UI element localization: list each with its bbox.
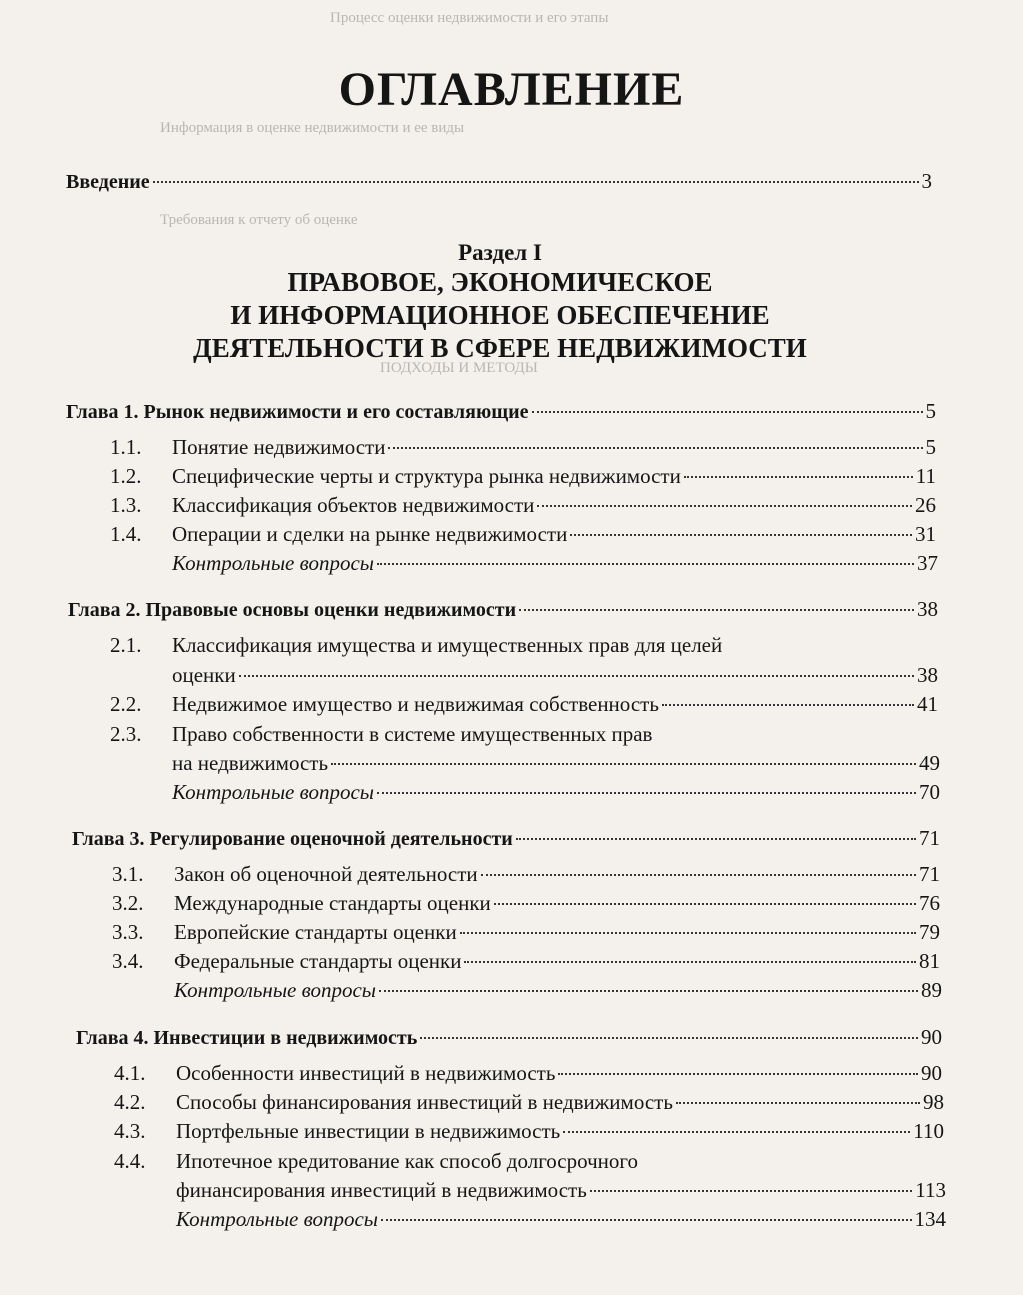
leader-dots — [460, 932, 916, 934]
bleed-through-text: Требования к отчету об оценке — [160, 212, 358, 228]
section-title: Способы финансирования инвестиций в недвижимость — [176, 1090, 673, 1114]
section-title: Понятие недвижимости — [172, 435, 386, 459]
page-number: 113 — [915, 1178, 946, 1202]
section-title: Портфельные инвестиции в недвижимость — [176, 1119, 561, 1143]
page-number: 38 — [917, 663, 938, 687]
leader-dots — [153, 181, 919, 183]
leader-dots — [377, 792, 916, 794]
section-number: 4.1. — [114, 1061, 146, 1085]
page-number: 71 — [919, 862, 940, 886]
part-label: Раздел I — [458, 240, 542, 265]
leader-dots — [676, 1102, 920, 1104]
questions-row[interactable] — [176, 1206, 946, 1232]
section-row[interactable] — [110, 492, 936, 518]
chapter-title: Глава 3. Регулирование оценочной деятельности — [72, 828, 513, 850]
section-title: Право собственности в системе имущественных прав — [172, 722, 653, 746]
section-row[interactable] — [110, 521, 936, 547]
questions-label: Контрольные вопросы — [176, 1207, 379, 1231]
page-number: 41 — [917, 692, 938, 716]
page-number: 89 — [921, 978, 942, 1002]
page-number: 76 — [919, 891, 940, 915]
page-number: 81 — [919, 949, 940, 973]
section-row[interactable] — [114, 1089, 944, 1115]
leader-dots — [420, 1037, 918, 1039]
page-number: 11 — [915, 464, 936, 488]
page-number: 49 — [919, 751, 940, 775]
leader-dots — [662, 704, 914, 706]
section-number: 2.3. — [110, 722, 142, 746]
part-title-line: ДЕЯТЕЛЬНОСТИ В СФЕРЕ НЕДВИЖИМОСТИ — [193, 333, 807, 363]
section-title: Специфические черты и структура рынка недвижимости — [172, 464, 681, 488]
page-number: 90 — [921, 1061, 942, 1085]
bleed-through-text: ПОДХОДЫ И МЕТОДЫ — [380, 360, 538, 376]
intro-label: Введение — [66, 171, 150, 193]
part-title-line: И ИНФОРМАЦИОННОЕ ОБЕСПЕЧЕНИЕ — [230, 300, 770, 330]
chapter-row[interactable] — [66, 398, 936, 425]
section-number: 1.1. — [110, 435, 142, 459]
section-title: Международные стандарты оценки — [174, 891, 491, 915]
page-number: 37 — [917, 551, 938, 575]
leader-dots — [563, 1131, 910, 1133]
section-row[interactable] — [112, 948, 940, 974]
leader-dots — [481, 874, 916, 876]
page-number: 5 — [925, 435, 936, 459]
leader-dots — [379, 990, 918, 992]
page-title: ОГЛАВЛЕНИЕ — [338, 63, 685, 116]
section-number: 2.2. — [110, 692, 142, 716]
section-number: 3.2. — [112, 891, 144, 915]
chapter-title: Глава 4. Инвестиции в недвижимость — [76, 1027, 418, 1049]
section-row[interactable] — [112, 890, 940, 916]
section-number: 3.1. — [112, 862, 144, 886]
section-number: 4.4. — [114, 1149, 146, 1173]
questions-row[interactable] — [172, 779, 940, 805]
leader-dots — [239, 675, 914, 677]
section-row[interactable] — [172, 750, 940, 776]
section-title: Ипотечное кредитование как способ долгосрочного — [176, 1149, 638, 1173]
leader-dots — [377, 563, 914, 565]
leader-dots — [519, 609, 914, 611]
page-number: 3 — [921, 169, 932, 193]
section-row[interactable] — [110, 463, 936, 489]
section-number: 4.2. — [114, 1090, 146, 1114]
section-title: оценки — [172, 663, 236, 687]
section-row[interactable] — [114, 1060, 942, 1086]
questions-label: Контрольные вопросы — [172, 780, 375, 804]
section-row[interactable] — [172, 662, 938, 688]
leader-dots — [381, 1219, 911, 1221]
section-number: 1.3. — [110, 493, 142, 517]
section-row-first-line[interactable] — [110, 632, 722, 658]
section-title: Недвижимое имущество и недвижимая собственность — [172, 692, 659, 716]
leader-dots — [516, 838, 916, 840]
leader-dots — [331, 763, 916, 765]
leader-dots — [494, 903, 916, 905]
bleed-through-text: Процесс оценки недвижимости и его этапы — [330, 10, 609, 26]
page-number: 31 — [915, 522, 936, 546]
section-row[interactable] — [110, 691, 938, 717]
page-number: 71 — [919, 826, 940, 850]
toc-intro[interactable] — [66, 168, 932, 195]
leader-dots — [388, 447, 922, 449]
bleed-through-text: Информация в оценке недвижимости и ее виды — [160, 120, 465, 136]
leader-dots — [570, 534, 912, 536]
section-row[interactable] — [112, 861, 940, 887]
section-title: Особенности инвестиций в недвижимость — [176, 1061, 556, 1085]
section-row[interactable] — [176, 1177, 946, 1203]
page-number: 79 — [919, 920, 940, 944]
chapter-row[interactable] — [72, 825, 940, 852]
section-title: Операции и сделки на рынке недвижимости — [172, 522, 568, 546]
section-title: финансирования инвестиций в недвижимость — [176, 1178, 587, 1202]
section-title: Федеральные стандарты оценки — [174, 949, 462, 973]
page-number: 5 — [925, 399, 936, 423]
part-title-line: ПРАВОВОЕ, ЭКОНОМИЧЕСКОЕ — [287, 267, 713, 297]
chapter-title: Глава 2. Правовые основы оценки недвижимости — [68, 599, 517, 621]
section-title: Классификация имущества и имущественных прав для целей — [172, 633, 723, 657]
page-number: 26 — [915, 493, 936, 517]
leader-dots — [590, 1190, 912, 1192]
page-number: 70 — [919, 780, 940, 804]
page-number: 90 — [921, 1025, 942, 1049]
section-number: 2.1. — [110, 633, 142, 657]
section-title: на недвижимость — [172, 751, 329, 775]
section-number: 1.4. — [110, 522, 142, 546]
questions-label: Контрольные вопросы — [172, 551, 375, 575]
leader-dots — [532, 411, 923, 413]
page-number: 110 — [913, 1119, 944, 1143]
section-title: Европейские стандарты оценки — [174, 920, 457, 944]
leader-dots — [464, 961, 916, 963]
chapter-title: Глава 1. Рынок недвижимости и его составляющие — [66, 401, 529, 423]
leader-dots — [558, 1073, 918, 1075]
chapter-row[interactable] — [68, 596, 938, 623]
chapter-row[interactable] — [76, 1024, 942, 1051]
questions-label: Контрольные вопросы — [174, 978, 377, 1002]
page-number: 134 — [914, 1207, 946, 1231]
section-number: 3.3. — [112, 920, 144, 944]
section-row-first-line[interactable] — [110, 721, 652, 747]
page-number: 98 — [923, 1090, 944, 1114]
section-title: Закон об оценочной деятельности — [174, 862, 478, 886]
section-row[interactable] — [110, 434, 936, 460]
questions-row[interactable] — [174, 977, 942, 1003]
leader-dots — [684, 476, 913, 478]
section-title: Классификация объектов недвижимости — [172, 493, 535, 517]
section-number: 3.4. — [112, 949, 144, 973]
section-number: 4.3. — [114, 1119, 146, 1143]
page-number: 38 — [917, 597, 938, 621]
section-row[interactable] — [114, 1118, 944, 1144]
leader-dots — [537, 505, 912, 507]
section-row[interactable] — [112, 919, 940, 945]
section-number: 1.2. — [110, 464, 142, 488]
section-row-first-line[interactable] — [114, 1148, 638, 1174]
questions-row[interactable] — [172, 550, 938, 576]
